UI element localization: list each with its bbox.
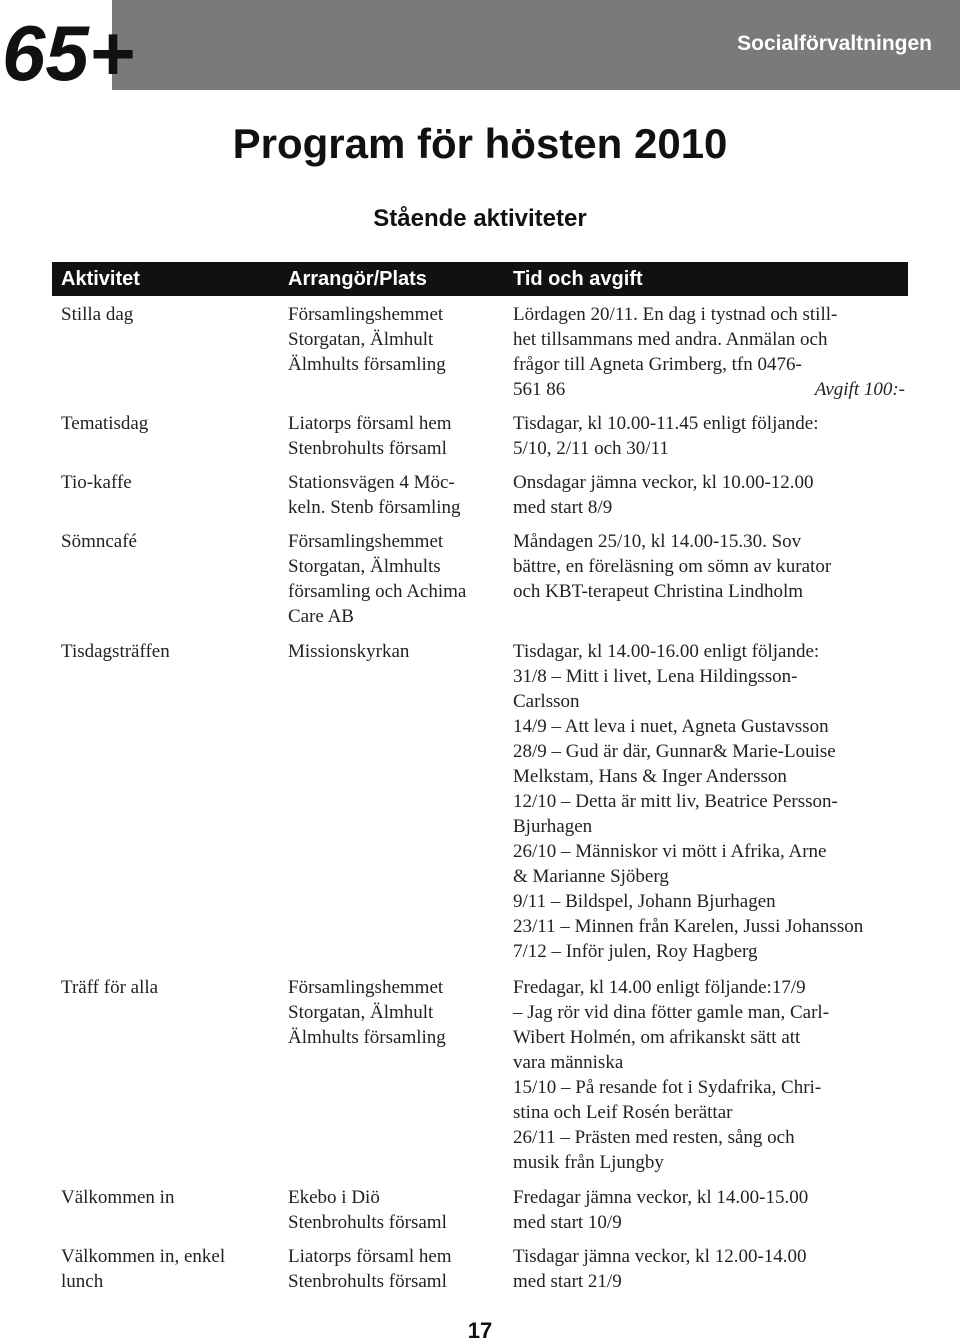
cell-line: Fredagar jämna veckor, kl 14.00-15.00 [513,1187,809,1208]
time-cell [513,1185,905,1235]
organizer-cell [288,975,503,1050]
organizer-cell [288,411,503,461]
cell-line: Måndagen 25/10, kl 14.00-15.30. Sov [513,531,802,552]
cell-line: 9/11 – Bildspel, Johann Bjurhagen [513,891,776,912]
logo [0,0,135,97]
cell-line: Liatorps församl hem [288,1246,452,1267]
cell-line: Välkommen in [61,1187,175,1208]
cell-line: Care AB [288,606,354,627]
cell-line: Stenbrohults församl [288,1212,447,1233]
cell-line: Storgatan, Älmhult [288,329,434,350]
cell-line: 15/10 – På resande fot i Sydafrika, Chri- [513,1077,822,1098]
cell-line: Missionskyrkan [288,641,410,662]
department-name: Socialförvaltningen [737,32,932,55]
cell-line: – Jag rör vid dina fötter gamle man, Carl- [513,1002,830,1023]
cell-line: Församlingshemmet [288,977,444,998]
cell-line: bättre, en föreläsning om sömn av kurator [513,556,832,577]
cell-line: Wibert Holmén, om afrikanskt sätt att [513,1027,801,1048]
fee-label: Avgift 100:- [814,379,905,400]
cell-line: Bjurhagen [513,816,593,837]
cell-line: Storgatan, Älmhults [288,556,441,577]
time-cell [513,470,905,520]
cell-line: 28/9 – Gud är där, Gunnar& Marie-Louise [513,741,836,762]
time-cell [513,639,905,964]
cell-line: lunch [61,1271,104,1292]
cell-line: med start 21/9 [513,1271,622,1292]
section-subtitle: Stående aktiviteter [373,205,587,232]
page-number: 17 [467,1318,493,1343]
cell-line: Carlsson [513,691,580,712]
cell-line: Stenbrohults församl [288,438,447,459]
cell-line: het tillsammans med andra. Anmälan och [513,329,828,350]
cell-line: 23/11 – Minnen från Karelen, Jussi Johansson [513,916,864,937]
cell-line: med start 10/9 [513,1212,622,1233]
column-header-organizer: Arrangör/Plats [288,268,427,290]
activity-cell [61,411,276,436]
activity-cell [61,1244,276,1294]
cell-line: Älmhults församling [288,354,446,375]
cell-line: församling och Achima [288,581,467,602]
activity-cell [61,529,276,554]
cell-line: Ekebo i Diö [288,1187,380,1208]
cell-line: keln. Stenb församling [288,497,461,518]
cell-line: Församlingshemmet [288,304,444,325]
cell-line: Sömncafé [61,531,137,552]
activity-cell [61,639,276,664]
activity-cell [61,470,276,495]
cell-line: Tio-kaffe [61,472,132,493]
cell-line: 26/11 – Prästen med resten, sång och [513,1127,795,1148]
time-cell [513,411,905,461]
cell-line: Stationsvägen 4 Möc- [288,472,455,493]
cell-line: Församlingshemmet [288,531,444,552]
organizer-cell [288,470,503,520]
column-header-time: Tid och avgift [513,268,643,290]
cell-line: 7/12 – Inför julen, Roy Hagberg [513,941,758,962]
organizer-cell [288,639,503,664]
svg-text:65+: 65+ [2,9,135,97]
cell-line: Tisdagsträffen [61,641,170,662]
cell-line: Träff för alla [61,977,159,998]
cell-line: Melkstam, Hans & Inger Andersson [513,766,787,787]
cell-line: frågor till Agneta Grimberg, tfn 0476- [513,354,802,375]
cell-line: Lördagen 20/11. En dag i tystnad och still- [513,304,838,325]
cell-line: 31/8 – Mitt i livet, Lena Hildingsson- [513,666,798,687]
cell-line: Tisdagar, kl 10.00-11.45 enligt följande: [513,413,819,434]
time-cell [513,529,905,604]
organizer-cell [288,1185,503,1235]
cell-line: vara människa [513,1052,624,1073]
time-cell [513,302,905,402]
logo-65-plus-icon [0,0,135,97]
cell-line: Liatorps församl hem [288,413,452,434]
cell-line: Stenbrohults församl [288,1271,447,1292]
cell-line: Välkommen in, enkel [61,1246,226,1267]
organizer-cell [288,529,503,629]
cell-line: Fredagar, kl 14.00 enligt följande:17/9 [513,977,806,998]
cell-line: och KBT-terapeut Christina Lindholm [513,581,804,602]
time-cell [513,975,905,1175]
organizer-cell [288,302,503,377]
cell-line: med start 8/9 [513,497,613,518]
time-cell [513,1244,905,1294]
cell-line: 26/10 – Människor vi mött i Afrika, Arne [513,841,827,862]
page-title: Program för hösten 2010 [232,120,728,167]
cell-line: Stilla dag [61,304,134,325]
cell-line: & Marianne Sjöberg [513,866,669,887]
cell-line: 14/9 – Att leva i nuet, Agneta Gustavsson [513,716,829,737]
organizer-cell [288,1244,503,1294]
header-bar [0,0,960,97]
cell-line: Tematisdag [61,413,149,434]
cell-line: Storgatan, Älmhult [288,1002,434,1023]
cell-line: 561 86 [513,379,566,400]
cell-line: musik från Ljungby [513,1152,664,1173]
cell-line: Onsdagar jämna veckor, kl 10.00-12.00 [513,472,814,493]
cell-line: stina och Leif Rosén berättar [513,1102,733,1123]
column-header-activity: Aktivitet [61,268,140,290]
activity-cell [61,975,276,1000]
cell-line: Älmhults församling [288,1027,446,1048]
activity-cell [61,302,276,327]
cell-line: Tisdagar, kl 14.00-16.00 enligt följande: [513,641,820,662]
cell-line: 5/10, 2/11 och 30/11 [513,438,669,459]
table-header [52,262,908,296]
activity-cell [61,1185,276,1210]
cell-line: Tisdagar jämna veckor, kl 12.00-14.00 [513,1246,807,1267]
cell-line: 12/10 – Detta är mitt liv, Beatrice Persson- [513,791,838,812]
